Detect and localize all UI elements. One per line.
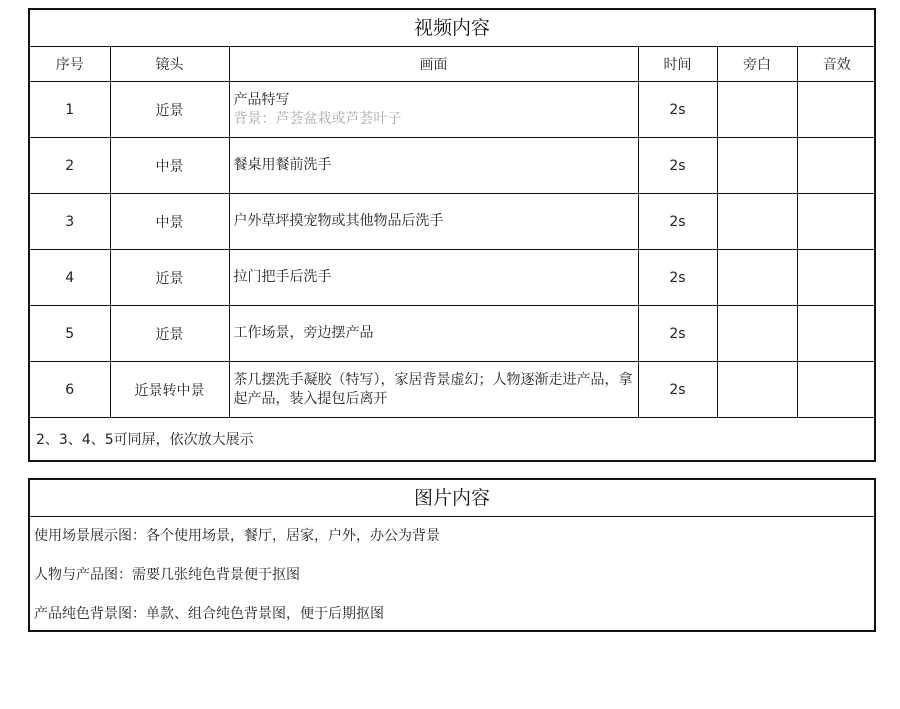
header-sound-effect: 音效 (797, 47, 876, 82)
cell-number: 3 (30, 194, 110, 250)
cell-narration (717, 306, 797, 362)
table-note-row (30, 418, 876, 460)
cell-number: 6 (30, 362, 110, 418)
cell-number: 5 (30, 306, 110, 362)
video-content-panel (28, 8, 876, 462)
cell-time: 2s (638, 250, 717, 306)
image-content-title: 图片内容 (30, 480, 874, 517)
cell-narration (717, 250, 797, 306)
cell-shot: 中景 (110, 194, 229, 250)
cell-shot: 近景转中景 (110, 362, 229, 418)
cell-narration (717, 138, 797, 194)
cell-time: 2s (638, 82, 717, 138)
image-requirement-line: 产品纯色背景图：单款、组合纯色背景图，便于后期抠图 (34, 606, 384, 622)
cell-sound-effect (797, 362, 876, 418)
header-narration: 旁白 (717, 47, 797, 82)
cell-narration (717, 82, 797, 138)
video-content-title: 视频内容 (30, 10, 874, 47)
cell-number: 1 (30, 82, 110, 138)
cell-scene (229, 82, 638, 138)
cell-sound-effect (797, 138, 876, 194)
header-time: 时间 (638, 47, 717, 82)
cell-shot: 近景 (110, 306, 229, 362)
cell-time: 2s (638, 138, 717, 194)
cell-sound-effect (797, 194, 876, 250)
cell-time: 2s (638, 362, 717, 418)
image-content-panel (28, 478, 876, 632)
header-scene: 画面 (229, 47, 638, 82)
table-row (30, 194, 876, 250)
cell-scene: 户外草坪摸宠物或其他物品后洗手 (229, 194, 638, 250)
cell-narration (717, 362, 797, 418)
table-row (30, 138, 876, 194)
cell-shot: 近景 (110, 250, 229, 306)
cell-time: 2s (638, 194, 717, 250)
cell-scene: 茶几摆洗手凝胶（特写），家居背景虚幻；人物逐渐走进产品，拿起产品，装入提包后离开 (229, 362, 638, 418)
table-note: 2、3、4、5可同屏，依次放大展示 (30, 418, 876, 460)
cell-number: 2 (30, 138, 110, 194)
table-header-row (30, 47, 876, 82)
cell-scene: 工作场景，旁边摆产品 (229, 306, 638, 362)
cell-sound-effect (797, 250, 876, 306)
image-requirement-line: 使用场景展示图：各个使用场景，餐厅，居家，户外，办公为背景 (34, 528, 440, 544)
cell-shot: 中景 (110, 138, 229, 194)
header-number: 序号 (30, 47, 110, 82)
video-shot-table (30, 47, 876, 459)
cell-scene: 拉门把手后洗手 (229, 250, 638, 306)
cell-number: 4 (30, 250, 110, 306)
cell-sound-effect (797, 82, 876, 138)
scene-text: 产品特写 (233, 91, 290, 108)
cell-narration (717, 194, 797, 250)
cell-scene: 餐桌用餐前洗手 (229, 138, 638, 194)
cell-time: 2s (638, 306, 717, 362)
table-row (30, 306, 876, 362)
image-requirement-line: 人物与产品图：需要几张纯色背景便于抠图 (34, 567, 300, 583)
scene-subtext: 背景：芦荟盆栽或芦荟叶子 (233, 110, 402, 127)
table-row (30, 362, 876, 418)
table-row (30, 250, 876, 306)
table-row (30, 82, 876, 138)
header-shot: 镜头 (110, 47, 229, 82)
cell-sound-effect (797, 306, 876, 362)
cell-shot: 近景 (110, 82, 229, 138)
